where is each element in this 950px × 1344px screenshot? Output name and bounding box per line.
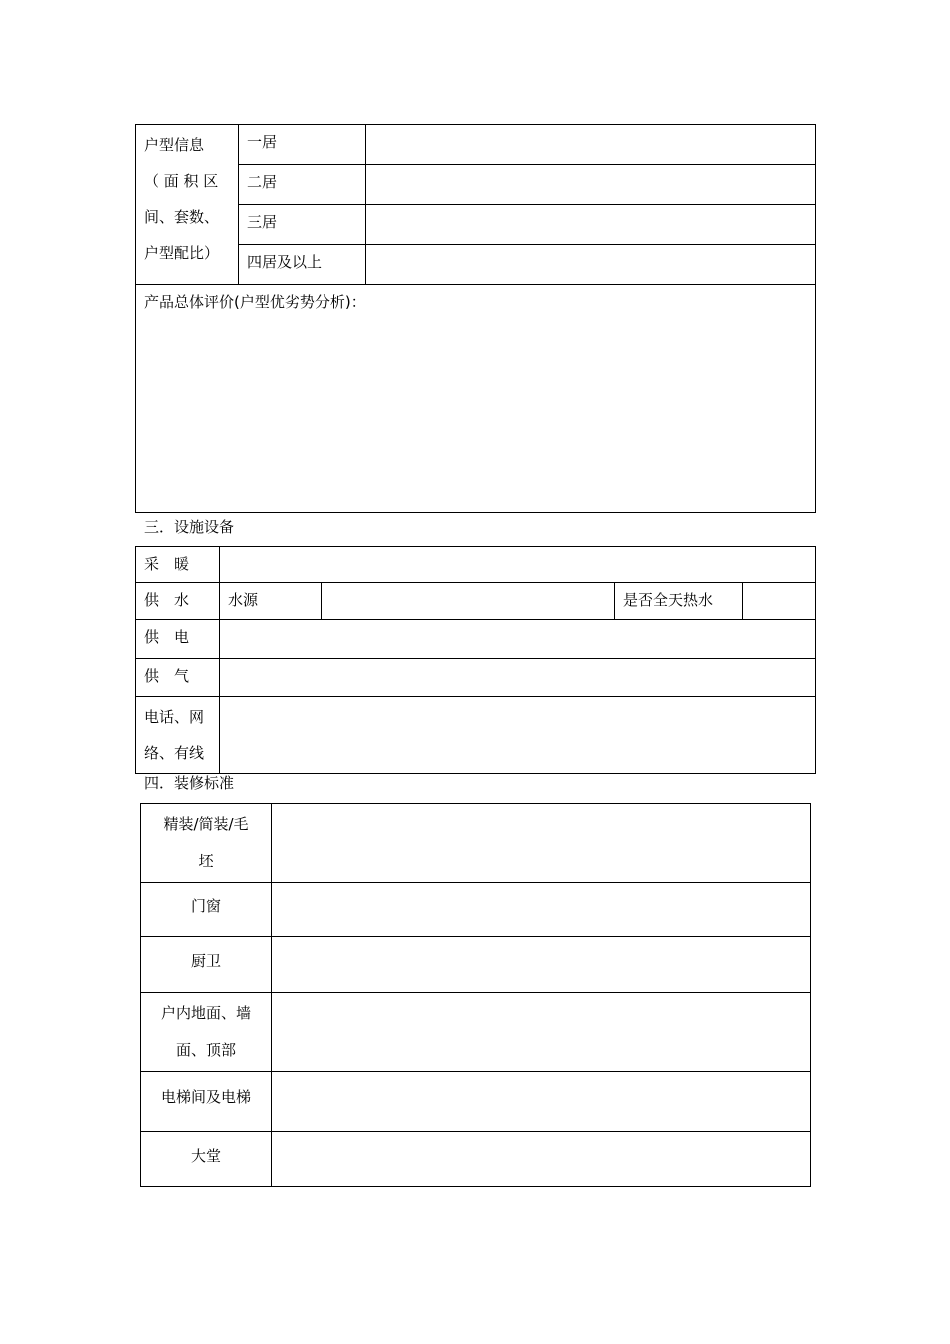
gas-supply-value[interactable] bbox=[220, 659, 816, 697]
water-source-value[interactable] bbox=[322, 583, 615, 620]
unit-info-label-line: （ 面 积 区 bbox=[144, 172, 219, 190]
unit-type-1br: 一居 bbox=[239, 125, 366, 165]
lobby-label: 大堂 bbox=[141, 1132, 272, 1187]
unit-type-4br-plus: 四居及以上 bbox=[239, 245, 366, 285]
overall-evaluation-label: 产品总体评价(户型优劣势分析)： bbox=[144, 293, 366, 311]
unit-info-label-line: 间、套数、 bbox=[144, 208, 220, 226]
overall-evaluation-cell[interactable] bbox=[136, 285, 816, 513]
unit-info-table bbox=[135, 124, 816, 513]
doors-windows-label: 门窗 bbox=[141, 883, 272, 937]
kitchen-bath-label: 厨卫 bbox=[141, 937, 272, 993]
decoration-table bbox=[140, 803, 811, 1187]
unit-type-2br-value[interactable] bbox=[366, 165, 816, 205]
water-source-label: 水源 bbox=[220, 583, 322, 620]
telecom-value[interactable] bbox=[220, 697, 816, 774]
interior-value[interactable] bbox=[272, 993, 811, 1072]
finish-type-value[interactable] bbox=[272, 804, 811, 883]
facilities-heading: 三．设施设备 bbox=[144, 518, 235, 536]
heating-value[interactable] bbox=[220, 547, 816, 583]
doors-windows-value[interactable] bbox=[272, 883, 811, 937]
power-supply-value[interactable] bbox=[220, 620, 816, 659]
unit-type-1br-value[interactable] bbox=[366, 125, 816, 165]
interior-label-line: 户内地面、墙 bbox=[160, 1004, 251, 1022]
unit-info-label-line: 户型信息 bbox=[144, 136, 205, 154]
unit-type-4br-plus-value[interactable] bbox=[366, 245, 816, 285]
telecom-label-cell bbox=[136, 697, 220, 774]
elevator-label: 电梯间及电梯 bbox=[141, 1072, 272, 1132]
kitchen-bath-value[interactable] bbox=[272, 937, 811, 993]
lobby-value[interactable] bbox=[272, 1132, 811, 1187]
heating-label: 采 暖 bbox=[136, 547, 220, 583]
unit-type-2br: 二居 bbox=[239, 165, 366, 205]
facilities-table bbox=[135, 546, 816, 774]
unit-type-3br: 三居 bbox=[239, 205, 366, 245]
unit-type-3br-value[interactable] bbox=[366, 205, 816, 245]
interior-label-line: 面、顶部 bbox=[175, 1041, 236, 1059]
decoration-heading: 四．装修标准 bbox=[144, 774, 235, 792]
water-supply-label: 供 水 bbox=[136, 583, 220, 620]
unit-info-label-cell bbox=[136, 125, 239, 285]
finish-type-label-line: 坯 bbox=[198, 852, 214, 870]
finish-type-label-line: 精装/简装/毛 bbox=[163, 815, 249, 833]
gas-supply-label: 供 气 bbox=[136, 659, 220, 697]
telecom-label-line: 络、有线 bbox=[144, 744, 205, 762]
unit-info-label-line: 户型配比） bbox=[144, 244, 220, 262]
hot-water-value[interactable] bbox=[743, 583, 816, 620]
elevator-value[interactable] bbox=[272, 1072, 811, 1132]
finish-type-label-cell bbox=[141, 804, 272, 883]
power-supply-label: 供 电 bbox=[136, 620, 220, 659]
telecom-label-line: 电话、网 bbox=[144, 708, 205, 726]
hot-water-label: 是否全天热水 bbox=[615, 583, 743, 620]
interior-label-cell bbox=[141, 993, 272, 1072]
